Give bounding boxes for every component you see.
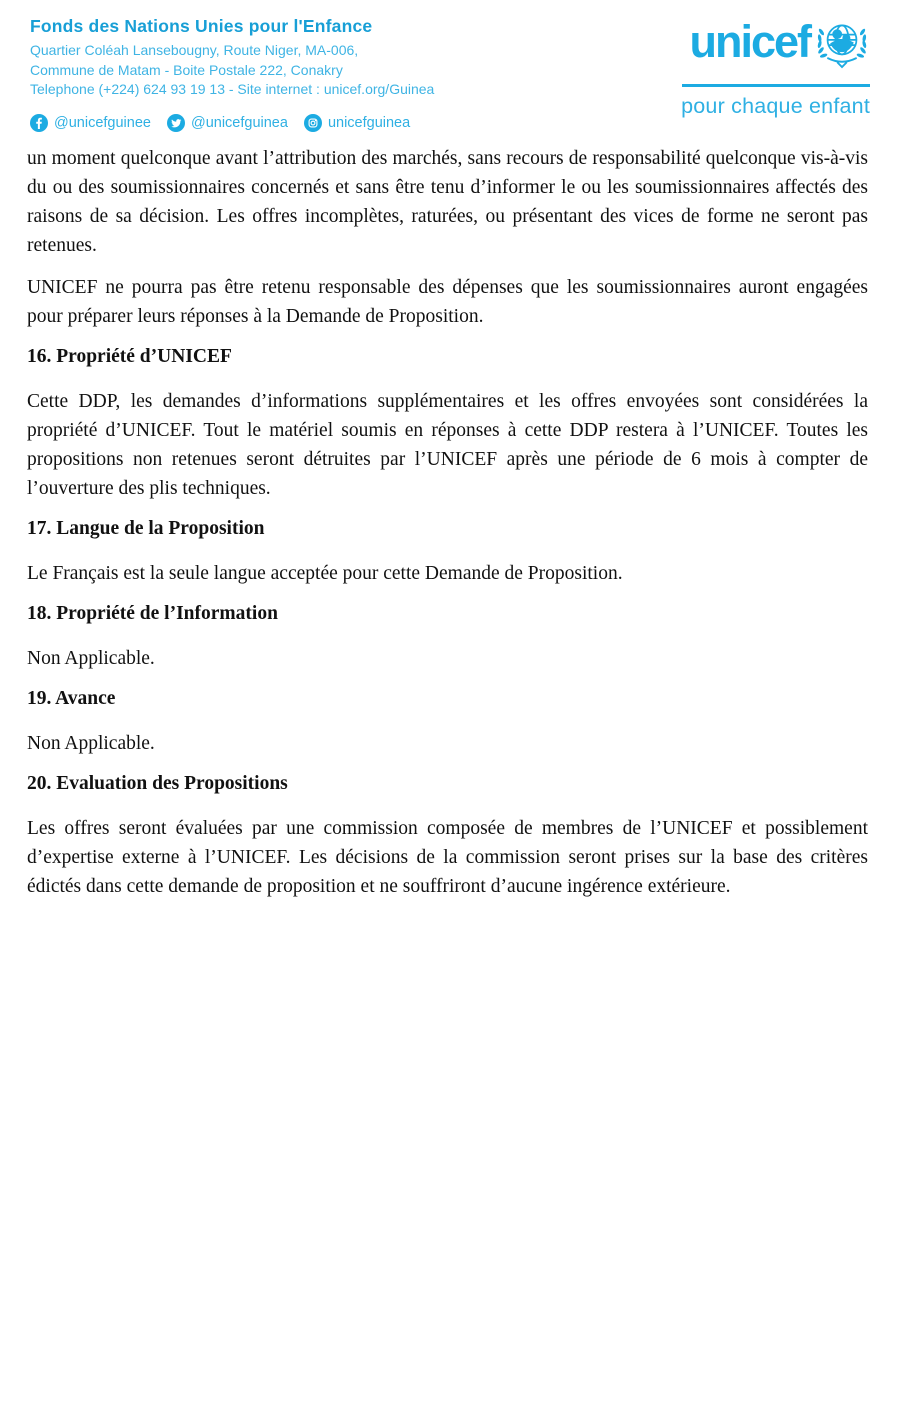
body-paragraph: Le Français est la seule langue acceptée pour cette Demande de Proposition.	[27, 563, 623, 584]
body-paragraph: Non Applicable.	[27, 648, 155, 669]
body-paragraph: UNICEF ne pourra pas être retenu responsable des dépenses que les soumissionnaires auront engagées pour préparer leurs réponses à la Demande de Proposition.	[27, 277, 868, 327]
document-body	[0, 142, 900, 901]
address-line-1: Quartier Coléah Lansebougny, Route Niger, MA-006,	[30, 42, 359, 58]
body-paragraph: un moment quelconque avant l’attribution des marchés, sans recours de responsabilité quelconque vis-à-vis du ou des soumissionnaires concernés et sans être tenu d’informer le ou les soumissionnaires affectés des raisons de sa décision. Les offres incomplètes, raturées, ou présentant des vices de forme ne seront pas retenues.	[27, 148, 868, 256]
section-heading: 20. Evaluation des Propositions	[27, 773, 288, 794]
letterhead	[0, 0, 900, 142]
section-heading: 19. Avance	[27, 688, 116, 709]
instagram-icon	[304, 114, 322, 132]
twitter-icon	[167, 114, 185, 132]
letterhead-contact-block	[30, 16, 434, 132]
social-item	[304, 114, 410, 132]
facebook-icon	[30, 114, 48, 132]
org-name: Fonds des Nations Unies pour l'Enfance	[30, 16, 373, 36]
social-handle: unicefguinea	[327, 114, 411, 131]
body-paragraph: Cette DDP, les demandes d’informations supplémentaires et les offres envoyées sont considérées la propriété d’UNICEF. Tout le matériel soumis en réponses à cette DDP restera à l’UNICEF. Toutes les propositions non retenues seront détruites par l’UNICEF après une période de 6 mois à compter de l’ouverture des plis techniques.	[27, 391, 868, 499]
body-paragraph: Non Applicable.	[27, 733, 155, 754]
logo-divider	[682, 84, 870, 87]
social-handle: @unicefguinea	[190, 114, 288, 131]
section-heading: 18. Propriété de l’Information	[27, 603, 278, 624]
address-line-2: Commune de Matam - Boite Postale 222, Conakry	[30, 61, 343, 78]
unicef-logo-wordmark: unicef	[689, 16, 810, 67]
social-item	[30, 114, 151, 132]
address-line-3: Telephone (+224) 624 93 19 13 - Site internet : unicef.org/Guinea	[30, 81, 435, 97]
social-item	[167, 114, 288, 132]
section-heading: 16. Propriété d’UNICEF	[27, 346, 232, 367]
unicef-emblem-icon	[814, 18, 870, 74]
section-heading: 17. Langue de la Proposition	[27, 518, 265, 539]
logo-tagline: pour chaque enfant	[681, 94, 870, 118]
unicef-logo	[680, 16, 870, 119]
social-handle: @unicefguinee	[54, 114, 151, 131]
body-paragraph: Les offres seront évaluées par une commission composée de membres de l’UNICEF et possiblement d’expertise externe à l’UNICEF. Les décisions de la commission seront prises sur la base des critères édictés dans cette demande de proposition et ne souffriront d’aucune ingérence extérieure.	[27, 818, 868, 897]
social-row	[30, 114, 434, 132]
